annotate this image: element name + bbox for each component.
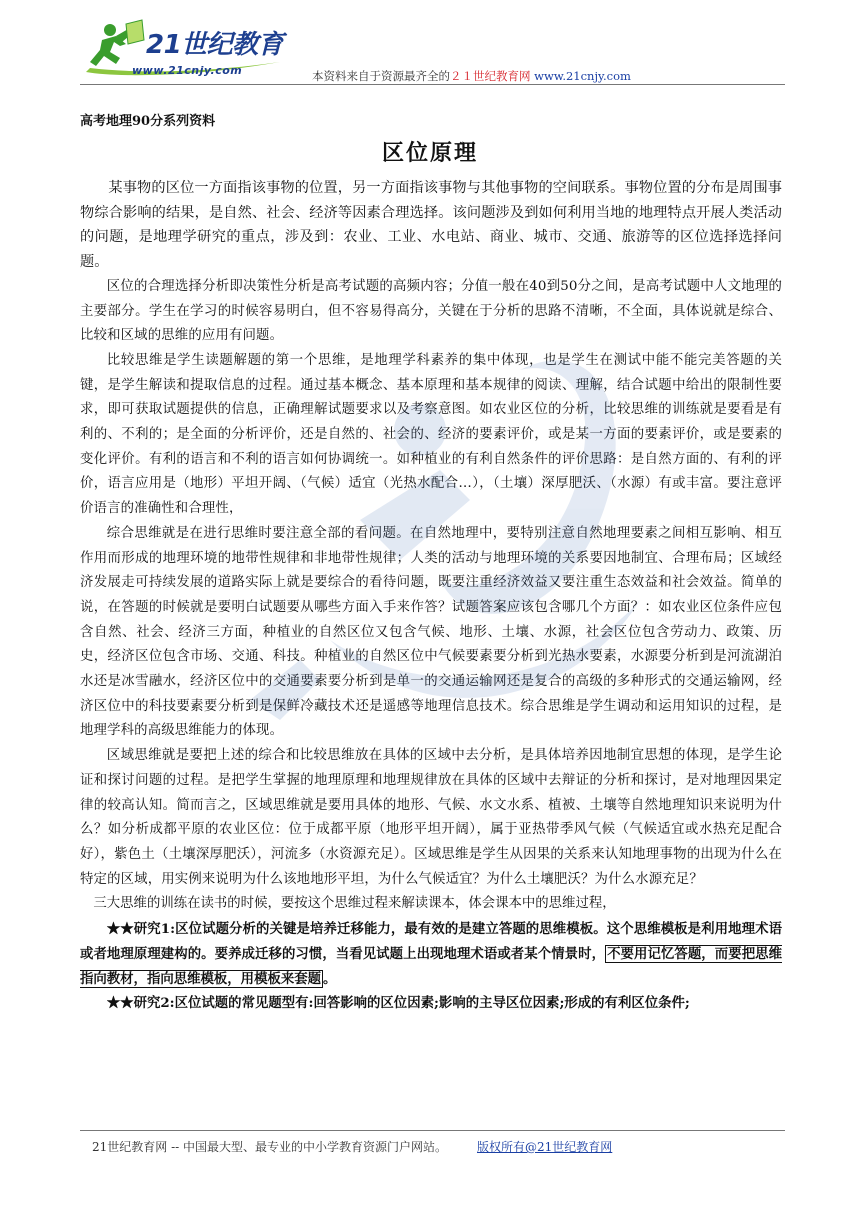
series-title: 高考地理90分系列资料 <box>80 114 216 129</box>
header-note <box>312 68 631 84</box>
header-note-prefix: 本资料来自于资源最齐全的 <box>312 69 450 83</box>
footer-text: 21世纪教育网 -- 中国最大型、最专业的中小学教育资源门户网站。 <box>92 1140 448 1154</box>
boxed-emphasis: 不要用记忆答题，而要把思维指向教材，指向思维模板，用模板来套题 <box>80 945 783 987</box>
footer-divider <box>80 1130 785 1131</box>
paragraph-2: 区位的合理选择分析即决策性分析是高考试题的高频内容；分值一般在40到50分之间，是高考试题中人文地理的主要部分。学生在学习的时候容易明白，但不容易得高分，关键在于分析的思路不清晰，不全面，具体说就是综合、比较和区域的思维的应用有问题。 <box>80 278 782 344</box>
paragraph-3: 比较思维是学生读题解题的第一个思维，是地理学科素养的集中体现，也是学生在测试中能不能完美答题的关键，是学生解读和提取信息的过程。通过基本概念、基本原理和基本规律的阅读、理解，结合试题中给出的限制性要求，即可获取试题提供的信息，正确理解试题要求以及考察意图。如农业区位的分析，比较思维的训练就是要看是有利的、不利的；是全面的分析评价，还是自然的、社会的、经济的要素评价，或是某一方面的要素评价，或是要素的变化评价。有利的语言和不利的语言如何协调统一。如种植业的有利自然条件的评价思路：是自然方面的、有利的评价，语言应用是（地形）平坦开阔、（气候）适宜（光热水配合…），（土壤）深厚肥沃、（水源）有或丰富。要注意评价语言的准确性和合理性， <box>80 352 782 517</box>
paragraph-4: 综合思维就是在进行思维时要注意全部的看问题。在自然地理中，要特别注意自然地理要素之间相互影响、相互作用而形成的地理环境的地带性规律和非地带性规律；人类的活动与地理环境的关系要因地制宜、合理布局；区域经济发展走可持续发展的道路实际上就是要综合的看待问题，既要注重经济效益又要注重生态效益和社会效益。简单的说，在答题的时候就是要明白试题要从哪些方面入手来作答？试题答案应该包含哪几个方面？：如农业区位条件应包含自然、社会、经济三方面，种植业的自然区位又包含气候、地形、土壤、水源，社会区位包含劳动力、政策、历史，经济区位包含市场、交通、科技。种植业的自然区位中气候要素要分析到光热水要素，水源要分析到是河流湖泊水还是冰雪融水，经济区位中的交通要素要分析到是单一的交通运输网还是复合的高级的多种形式的交通运输网，经济区位中的科技要素要分析到是保鲜冷藏技术还是遥感等地理信息技术。综合思维是学生调动和运用知识的过程，是地理学科的高级思维能力的体现。 <box>80 525 782 739</box>
header-divider <box>80 84 785 85</box>
header-note-url[interactable]: www.21cnjy.com <box>534 69 631 83</box>
document-body <box>80 176 782 1016</box>
paragraph-1: 某事物的区位一方面指该事物的位置，另一方面指该事物与其他事物的空间联系。事物位置的分布是周围事物综合影响的结果，是自然、社会、经济等因素合理选择。该问题涉及到如何利用当地的地理特点开展人类活动的问题，是地理学研究的重点，涉及到：农业、工业、水电站、商业、城市、交通、旅游等的区位选择选择问题。 <box>80 180 782 271</box>
document-title: 区位原理 <box>381 140 478 166</box>
page-footer <box>92 1138 612 1155</box>
header-note-site[interactable]: ２１世纪教育网 <box>450 69 531 83</box>
paragraph-6: 三大思维的训练在读书的时候，要按这个思维过程来解读课本，体会课本中的思维过程， <box>93 896 616 912</box>
research-note-1-text: ★★研究1:区位试题分析的关键是培养迁移能力，最有效的是建立答题的思维模板。这个思维模板是利用地理术语或者地理原理建构的。要养成迁移的习惯，当看见试题上出现地理术语或者某个情景时， <box>80 921 782 962</box>
logo-url: www.21cnjy.com <box>132 64 243 77</box>
paragraph-5: 区域思维就是要把上述的综合和比较思维放在具体的区域中去分析，是具体培养因地制宜思想的体现，是学生论证和探讨问题的过程。是把学生掌握的地理原理和地理规律放在具体的区域中去辩证的分析和探讨，是对地理因果定律的较高认知。简而言之，区域思维就是要用具体的地形、气候、水文水系、植被、土壤等自然地理知识来说明为什么？如分析成都平原的农业区位：位于成都平原（地形平坦开阔），属于亚热带季风气候（气候适宜或水热充足配合好），紫色土（土壤深厚肥沃），河流多（水资源充足）。区域思维是学生从因果的关系来认知地理事物的出现为什么在特定的区域，用实例来说明为什么该地地形平坦，为什么气候适宜？为什么土壤肥沃？为什么水源充足？ <box>80 748 782 887</box>
research-note-1 <box>80 917 782 991</box>
research-note-1-end: 。 <box>323 970 337 987</box>
logo-text: 21世纪教育 <box>146 30 284 60</box>
research-note-2: ★★研究2:区位试题的常见题型有:回答影响的区位因素;影响的主导区位因素;形成的有利区位条件; <box>106 995 690 1012</box>
footer-copyright-link[interactable]: 版权所有@21世纪教育网 <box>477 1140 613 1154</box>
page-header <box>80 18 785 84</box>
site-logo[interactable] <box>80 18 290 82</box>
